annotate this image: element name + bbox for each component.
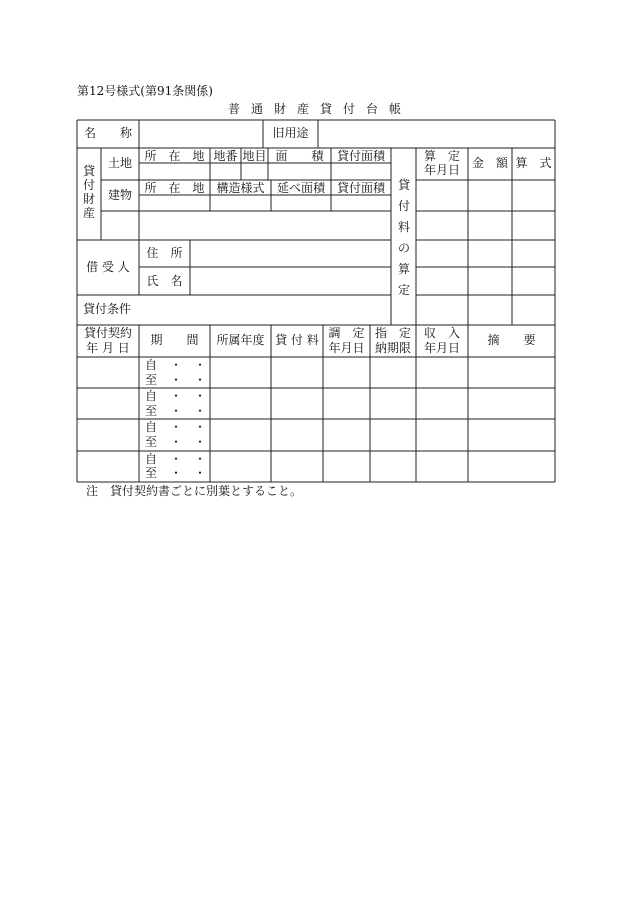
period-from-label: 自	[145, 389, 158, 403]
period-to-label: 至	[145, 466, 158, 480]
borrower-label: 借 受 人	[86, 260, 130, 274]
form-caption: 第12号様式(第91条関係)	[77, 84, 213, 98]
former-use-label: 旧用途	[272, 126, 309, 140]
land-area-header: 面 積	[275, 149, 324, 163]
land-category-header: 地目	[242, 149, 267, 163]
period-to-date-dots: ・ ・	[170, 435, 207, 449]
period-to-date-dots: ・ ・	[170, 404, 207, 418]
formula-header: 算 式	[515, 156, 552, 170]
period-from-label: 自	[145, 420, 158, 434]
building-lent-area-header: 貸付面積	[336, 181, 385, 195]
address-label: 住 所	[146, 246, 183, 260]
rent-calculation-label: 貸付料の算定	[397, 178, 410, 297]
rent-header: 貸 付 料	[275, 333, 319, 347]
period-from-date-dots: ・ ・	[170, 358, 207, 372]
period-to-label: 至	[145, 404, 158, 418]
land-label: 土地	[107, 156, 132, 170]
period-from-label: 自	[145, 358, 158, 372]
receipt-date-header-2: 年月日	[423, 341, 460, 355]
building-label: 建物	[107, 188, 132, 202]
designated-deadline-header-2: 納期限	[374, 341, 411, 355]
name-label: 名 称	[83, 126, 132, 140]
land-location-header: 所 在 地	[144, 149, 205, 163]
lent-property-label: 貸付財産	[82, 164, 95, 220]
amount-header: 金 額	[471, 156, 508, 170]
period-from-label: 自	[145, 452, 158, 466]
building-location-header: 所 在 地	[144, 181, 205, 195]
designated-deadline-header-1: 指 定	[374, 326, 411, 340]
form-note: 注 貸付契約書ごとに別葉とすること。	[86, 484, 303, 498]
calc-date-header-1: 算 定	[423, 149, 460, 163]
fiscal-year-header: 所属年度	[216, 333, 265, 347]
land-lent-area-header: 貸付面積	[336, 149, 385, 163]
receipt-date-header-1: 収 入	[423, 326, 460, 340]
period-to-label: 至	[145, 435, 158, 449]
remarks-header: 摘 要	[487, 333, 536, 347]
structure-header: 構造様式	[216, 181, 265, 195]
period-to-date-dots: ・ ・	[170, 373, 207, 387]
full-name-label: 氏 名	[146, 274, 183, 288]
calc-date-header-2: 年月日	[423, 163, 460, 177]
period-to-date-dots: ・ ・	[170, 466, 207, 480]
period-from-date-dots: ・ ・	[170, 420, 207, 434]
lending-terms-label: 貸付条件	[83, 302, 132, 316]
form-title: 普通財産貸付台帳	[227, 102, 412, 116]
floor-area-header: 延べ面積	[276, 181, 325, 195]
period-header: 期 間	[150, 333, 199, 347]
contract-date-header-1: 貸付契約	[83, 326, 132, 340]
period-to-label: 至	[145, 373, 158, 387]
period-from-date-dots: ・ ・	[170, 389, 207, 403]
adjust-date-header-2: 年月日	[328, 341, 365, 355]
adjust-date-header-1: 調 定	[328, 326, 365, 340]
contract-date-header-2: 年 月 日	[86, 341, 130, 355]
period-from-date-dots: ・ ・	[170, 452, 207, 466]
lot-number-header: 地番	[213, 149, 238, 163]
